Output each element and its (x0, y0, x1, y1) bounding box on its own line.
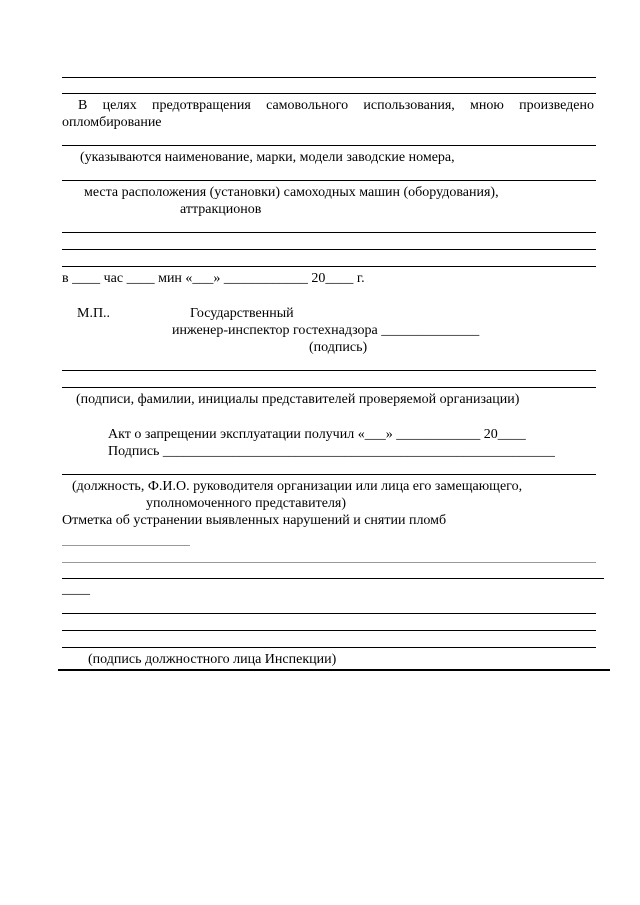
blank-line (62, 647, 596, 648)
blank-line (62, 93, 596, 94)
intro-line-2: опломбирование (62, 115, 162, 130)
bottom-rule (58, 669, 610, 671)
blank-line (62, 266, 596, 267)
note-names: (указываются наименование, марки, модели заводские номера, (80, 150, 455, 165)
removal-mark: Отметка об устранении выявленных нарушений и снятии пломб (62, 513, 447, 528)
note-official-signature: (подпись должностного лица Инспекции) (88, 652, 337, 667)
blank-line (62, 370, 596, 371)
blank-line (62, 578, 604, 579)
ban-act-signature: Подпись ________________________________________________________ (108, 444, 555, 459)
note-position-line-1: (должность, Ф.И.О. руководителя организации или лица его замещающего, (72, 479, 523, 494)
note-location: места расположения (установки) самоходных машин (оборудования), (84, 185, 499, 200)
ban-act-received: Акт о запрещении эксплуатации получил «___» ____________ 20____ (108, 427, 526, 442)
blank-line (62, 613, 596, 614)
blank-line (62, 232, 596, 233)
blank-line (62, 474, 596, 475)
intro-line-1: В целях предотвращения самовольного использования, мною произведено (78, 98, 594, 113)
blank-line (62, 180, 596, 181)
note-representatives: (подписи, фамилии, инициалы представителей проверяемой организации) (76, 392, 520, 407)
note-attractions: аттракционов (180, 202, 262, 217)
blank-line (62, 145, 596, 146)
note-position-line-2: уполномоченного представителя) (146, 496, 347, 511)
blank-line (62, 77, 596, 78)
blank-line (62, 387, 596, 388)
inspector-position: инженер-инспектор гостехнадзора ______________ (172, 323, 480, 338)
signature-caption: (подпись) (309, 340, 368, 355)
stamp-mark: М.П.. (77, 306, 111, 321)
blank-line (62, 630, 596, 631)
datetime-line: в ____ час ____ мин «___» ____________ 20____ г. (62, 271, 365, 286)
blank-line (62, 249, 596, 250)
blank-line (62, 562, 596, 563)
short-dash: ____ (62, 582, 90, 597)
inspector-title: Государственный (190, 306, 294, 321)
short-blank-line (62, 545, 190, 546)
